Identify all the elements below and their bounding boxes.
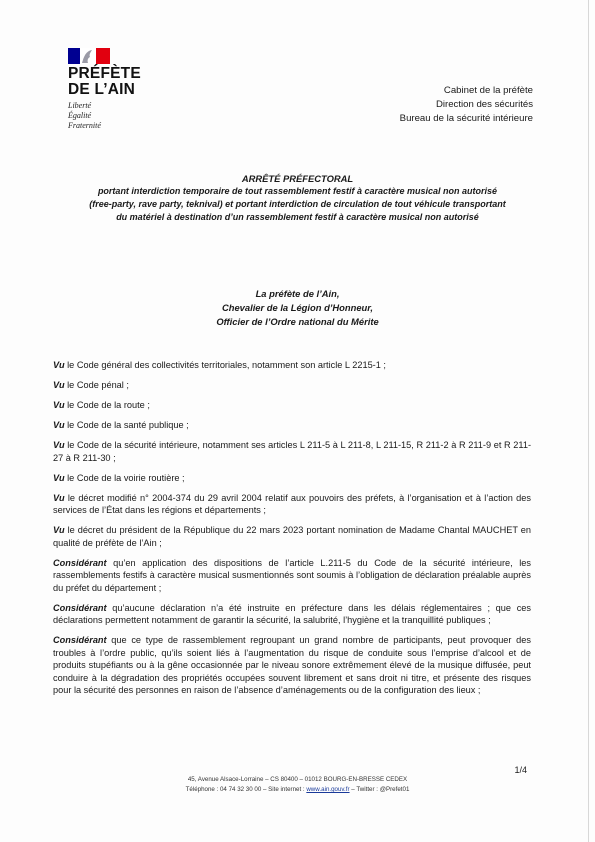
paragraph	[53, 399, 531, 411]
paragraph	[53, 379, 531, 391]
paragraph-lead: Considérant	[53, 557, 107, 568]
motto-liberte: Liberté	[68, 101, 92, 110]
service-bureau: Bureau de la sécurité intérieure	[399, 113, 533, 124]
website-link[interactable]: www.ain.gouv.fr	[306, 786, 350, 793]
paragraph-text: le Code général des collectivités territoriales, notamment son article L 2215-1 ;	[64, 360, 386, 370]
paragraph-lead: Considérant	[53, 602, 107, 613]
paragraph-lead: Vu	[53, 440, 65, 451]
authority-line-1: La préfète de l’Ain,	[255, 288, 340, 299]
paragraph-lead: Vu	[53, 472, 65, 483]
issuing-services	[400, 84, 533, 126]
page-number: 1/4	[514, 765, 527, 775]
motto-egalite: Égalité	[68, 111, 92, 120]
paragraph-text: le Code de la voirie routière ;	[64, 472, 185, 483]
paragraph-text: le Code de la sécurité intérieure, notamment ses articles L 211-5 à L 211-8, L 211-15, R 211-2 à R 211-9 et R 211-27 à R 211-30 ;	[53, 440, 531, 463]
paragraph-lead: Vu	[53, 492, 65, 503]
paragraph	[53, 359, 531, 371]
paragraph-lead: Considérant	[53, 635, 107, 646]
footer-contact-prefix: Téléphone : 04 74 32 30 00 – Site internet :	[185, 786, 307, 793]
footer-contact	[28, 785, 567, 795]
prefecture-line-1: PRÉFÈTE	[68, 65, 141, 82]
paragraph-lead: Vu	[53, 420, 65, 431]
paragraph-text: le Code de la santé publique ;	[64, 420, 189, 431]
paragraph-lead: Vu	[53, 380, 65, 391]
paragraph-text: le Code de la route ;	[64, 400, 150, 411]
paragraph-text: que ce type de rassemblement regroupant un grand nombre de participants, peut provoquer des troubles à l’ordre public, qu’ils soient liés à l’augmentation du risque de conduite sous l’emprise d’alcool et de produits stupéfiants ou à la gêne occasionnée par le niveau sonore extrêmement élevé de la musique diffusée, peut conduire à la dégradation des propriétés occupées souvent librement et sans droit ni titre, et présente des risques pour la sécurité des personnes en raison de l’absence d’aménagements ou de la configuration des lieux ;	[53, 635, 531, 695]
paragraph-text: le Code pénal ;	[64, 380, 129, 391]
marianne-logo-icon	[68, 46, 112, 66]
decree-title-line-1: portant interdiction temporaire de tout rassemblement festif à caractère musical non autorisé	[97, 186, 498, 196]
footer-address: 45, Avenue Alsace-Lorraine – CS 80400 – 01012 BOURG-EN-BRESSE CEDEX	[187, 776, 408, 783]
paragraph	[53, 419, 531, 431]
decree-title-line-3: du matériel à destination d’un rassemblement festif à caractère musical non autorisé	[116, 212, 479, 222]
motto-fraternite: Fraternité	[68, 121, 101, 130]
service-direction: Direction des sécurités	[435, 99, 533, 110]
authority-block	[28, 287, 567, 329]
paragraph-text: qu’en application des dispositions de l’article L.211-5 du Code de la sécurité intérieure, les rassemblements festifs à caractère musical susmentionnés sont soumis à l’obligation de déclaration préalable auprès du préfet du département ;	[53, 557, 531, 593]
authority-line-3: Officier de l’Ordre national du Mérite	[216, 316, 379, 327]
paragraph-lead: Vu	[53, 400, 65, 411]
paragraph	[53, 634, 531, 696]
paragraph	[53, 524, 531, 549]
footer-contact-suffix: – Twitter : @Prefet01	[349, 786, 410, 793]
paragraph-text: qu’aucune déclaration n’a été instruite en préfecture dans les délais réglementaires ; que ces déclarations permettent notamment de garantir la sécurité, la salubrité, l’hygiène et la tranquillité publiques ;	[53, 602, 531, 626]
paragraph	[53, 602, 531, 627]
authority-line-2: Chevalier de la Légion d’Honneur,	[221, 302, 374, 313]
decree-title	[28, 172, 567, 224]
page-footer	[28, 775, 567, 795]
paragraph	[53, 492, 531, 517]
prefecture-line-2: DE L’AIN	[68, 81, 136, 98]
page-edge	[588, 0, 589, 842]
decree-title-line-2: (free-party, rave party, teknival) et portant interdiction de circulation de tout véhicule transportant	[89, 199, 506, 209]
republic-motto	[68, 101, 101, 131]
prefecture-name	[68, 66, 141, 98]
paragraph	[53, 472, 531, 484]
decree-body	[53, 359, 531, 704]
paragraph	[53, 557, 531, 594]
service-cabinet: Cabinet de la préfète	[443, 85, 533, 96]
paragraph-lead: Vu	[53, 360, 65, 370]
paragraph-text: le décret du président de la République du 22 mars 2023 portant nomination de Madame Chantal MAUCHET en qualité de préfète de l’Ain ;	[53, 525, 531, 548]
decree-heading: ARRÊTÉ PRÉFECTORAL	[241, 173, 354, 184]
paragraph-text: le décret modifié n° 2004-374 du 29 avril 2004 relatif aux pouvoirs des préfets, à l’organisation et à l’action des services de l’État dans les régions et départements ;	[53, 492, 531, 516]
paragraph	[53, 439, 531, 464]
paragraph-lead: Vu	[53, 525, 65, 536]
